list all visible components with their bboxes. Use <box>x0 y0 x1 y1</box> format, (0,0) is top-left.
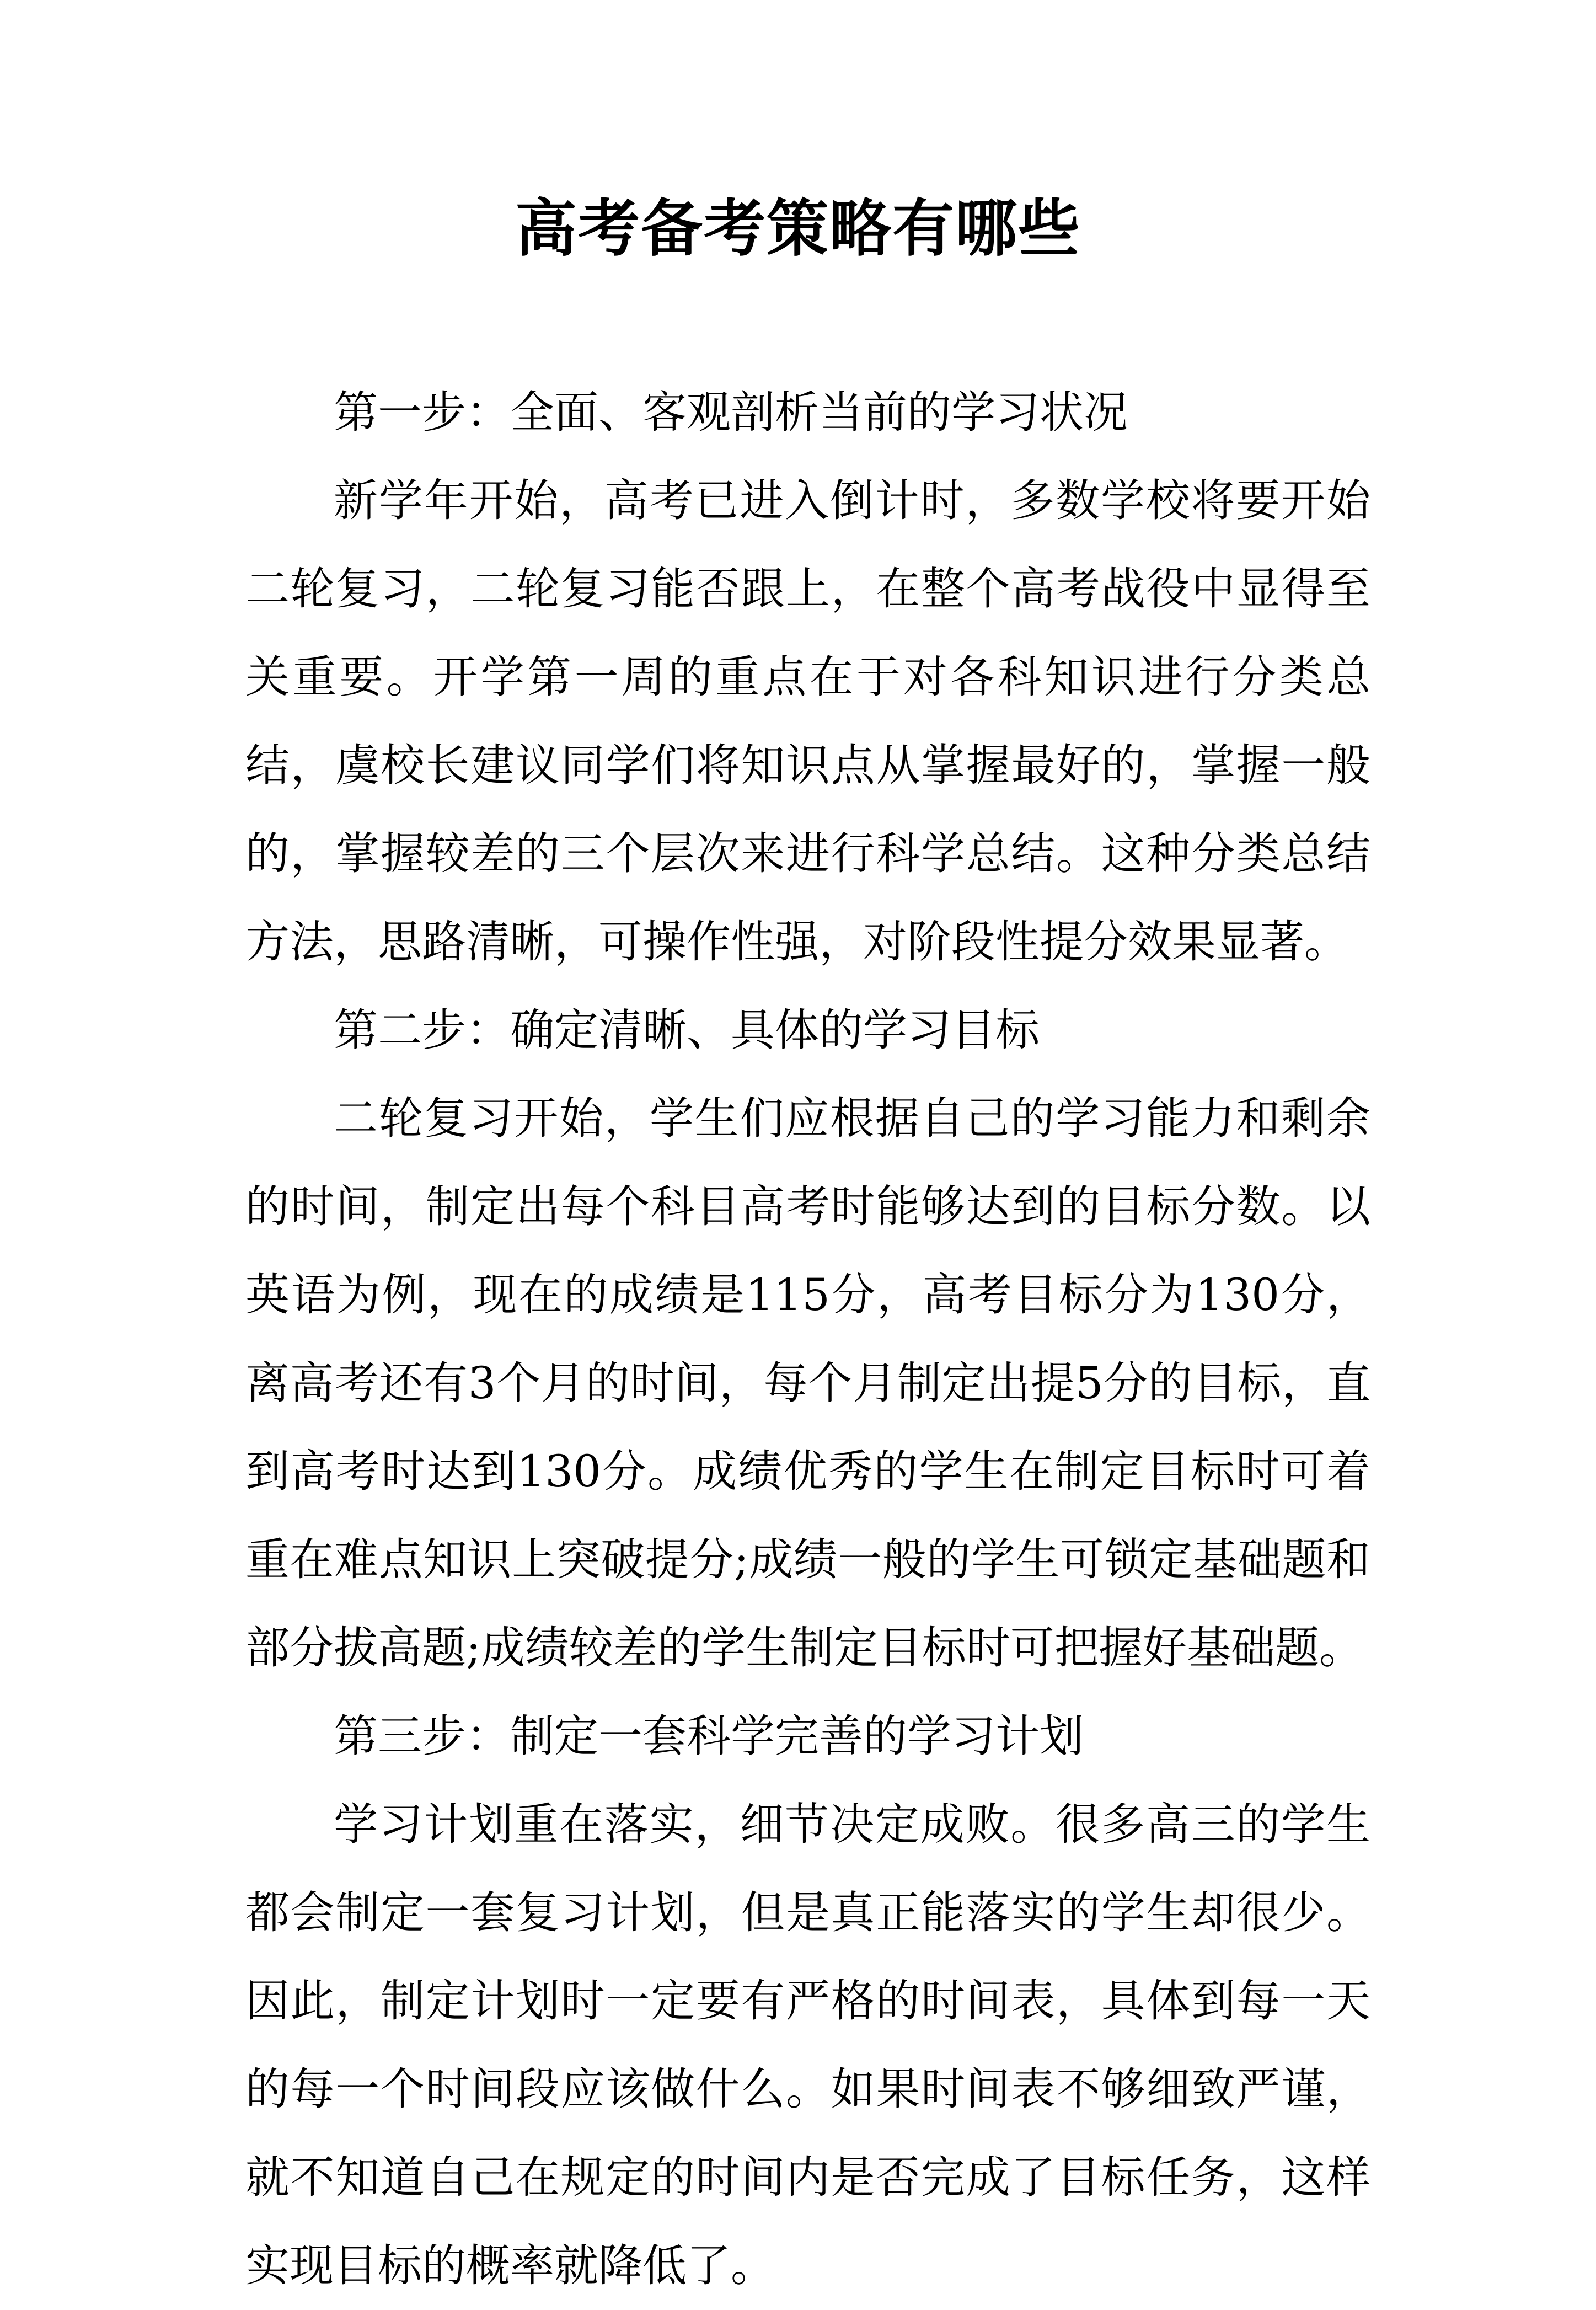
section-paragraph-1: 新学年开始，高考已进入倒计时，多数学校将要开始二轮复习，二轮复习能否跟上，在整个高考战役中显得至关重要。开学第一周的重点在于对各科知识进行分类总结，虞校长建议同学们将知识点从掌握最好的，掌握一般的，掌握较差的三个层次来进行科学总结。这种分类总结方法，思路清晰，可操作性强，对阶段性提分效果显著。 <box>245 475 1370 967</box>
document-body <box>245 368 1370 2310</box>
section-paragraph-3: 学习计划重在落实，细节决定成败。很多高三的学生都会制定一套复习计划，但是真正能落实的学生却很少。因此，制定计划时一定要有严格的时间表，具体到每一天的每一个时间段应该做什么。如果时间表不够细致严谨，就不知道自己在规定的时间内是否完成了目标任务，这样实现目标的概率就降低了。 <box>245 1799 1370 2291</box>
section-heading-1: 第一步：全面、客观剖析当前的学习状况 <box>334 387 1128 438</box>
section-heading-3: 第三步：制定一套科学完善的学习计划 <box>334 1710 1084 1762</box>
section-paragraph-2: 二轮复习开始，学生们应根据自己的学习能力和剩余的时间，制定出每个科目高考时能够达到的目标分数。以英语为例，现在的成绩是115分，高考目标分为130分，离高考还有3个月的时间，每个月制定出提5分的目标，直到高考时达到130分。成绩优秀的学生在制定目标时可着重在难点知识上突破提分;成绩一般的学生可锁定基础题和部分拔高题;成绩较差的学生制定目标时可把握好基础题。 <box>245 1093 1370 1673</box>
document-title: 高考备考策略有哪些 <box>515 192 1081 265</box>
section-heading-2: 第二步：确定清晰、具体的学习目标 <box>334 1004 1040 1056</box>
